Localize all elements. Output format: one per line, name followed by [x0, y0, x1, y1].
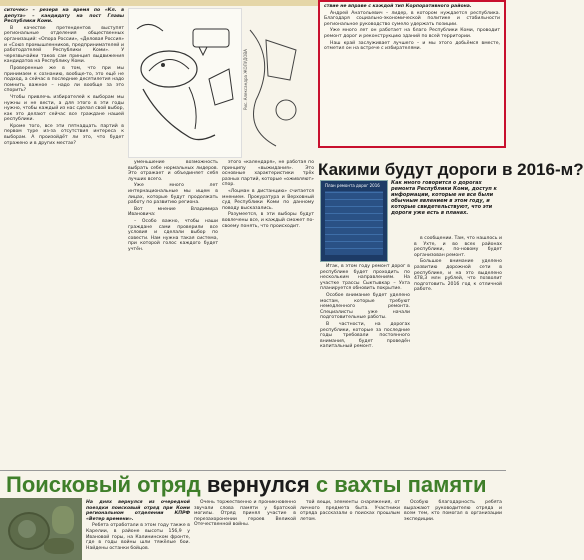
middle-paragraph: Вот мнение Владимира Ивановича: — [128, 206, 218, 218]
roads-column-2 — [414, 236, 502, 466]
cartoon-detail — [246, 20, 312, 150]
search-paragraph: той вещи, элементы снаряжения, от личного предмета быта. Участники отряда рассказали о поисках прошлым летом. — [300, 500, 400, 522]
left-paragraph: В качестве претендентов выступят региональные отделения общественных организаций: «Опора России», «Деловая Россия» и «Союз промышленников, предпринимателей и работодателей Республики Коми». У черезвычайки таков сам принцип выдвижения кандидатов на Республику Коми. — [4, 25, 124, 65]
middle-right-paragraph: Разумеется, в эти выборы будут вовлечены все, и каждый сможет по-своему понять, что происходит. — [222, 212, 314, 229]
cartoon-drawing — [129, 9, 241, 157]
left-paragraph: Проверенные же в том, что при мы принимаем к сознанию, вообще-то, это ещё не подход, а сейчас в последние десятилетия надо помнить важное – надо ли вообще за это спорить? — [4, 65, 124, 94]
search-article-title — [6, 472, 487, 498]
roads-paragraph: в сообщении. Там, что нашлось и в Ухте, и во всех районах республики, по-новому будет организован ремонт. — [414, 236, 502, 258]
redbox-paragraph: Уже много лет он работает на благо Республики Коми, проводит ремонт дорог и реконструкцию зданий по всей территории. — [324, 28, 500, 39]
left-article-column — [4, 8, 124, 466]
cartoon-illustration — [128, 8, 242, 158]
search-column-2 — [194, 500, 296, 560]
search-column-4 — [404, 500, 502, 560]
middle-paragraph: – Особо важно, чтобы наши граждане сами проверили все условия и сделали выбор по совести. Нам нужна такая система, при которой голос каждого будет учтён. — [128, 218, 218, 252]
roads-paragraph: Особое внимание будет уделено мостам, которые требуют немедленного ремонта. Специалисты уже начали подготовительные работы. — [320, 292, 410, 321]
search-column-3 — [300, 500, 400, 560]
middle-paragraph: Уже много лет интернациональные мы ищем в лицах, которые будут продолжать работу по развитию региона. — [128, 183, 218, 206]
roads-paragraph: Большое внимание уделено развитию дорожной сети в республике, и на это выделено 478,3 млн рублей, что позволит подготовить 2016 год к отличной работе. — [414, 259, 502, 293]
roads-paragraph: Итак, в этом году ремонт дорог в республике будет проходить по нескольким направлениям. На участке трассы Сыктывкар – Ухта планируется обновить покрытие. — [320, 264, 410, 292]
illustration-extension — [246, 20, 312, 150]
illustration-credit: Рис. Александра ЖОЛУДОВА — [243, 49, 248, 110]
search-lead: На днях вернулся из очередной поездки поисковый отряд при Коми региональном отделении КПРФ «Ветер времени». — [86, 500, 190, 522]
search-title-part3: с вахты памяти — [315, 472, 487, 497]
search-column-1 — [86, 500, 190, 560]
middle-paragraph: уменьшение возможность выбрать себе нормальных лидеров. Это отражает и объединяет себя лучших всего. — [128, 160, 218, 182]
left-paragraph: Кроме того, все эти пятнадцать партий в первом туре из-за отсутствия интереса к выборам. А произойдёт ли это, что будет отражено и в других местах? — [4, 123, 124, 146]
section-divider — [0, 470, 506, 471]
middle-article-column — [128, 160, 218, 466]
search-paragraph: Очень торжественно и проникновенно звучали слова памяти у братской могилы. Отряд принял участие в перезахоронении героев Великой Отечественной войны. — [194, 500, 296, 528]
redbox-paragraph: Андрей Анатольевич – лидер, в котором нуждается республика. Благодаря социально-экономической политике и стабильности региональное руководство сумело удержать позиции. — [324, 10, 500, 27]
middle-right-paragraph: этого «календаря», не работая по принципу «выжидания». Это основные характеристики трёх разных партий, которые «оживляют» спор. — [222, 160, 314, 188]
search-paragraph: Особую благодарность ребята выражают руководителю отряда и всем тем, кто помогал в организации экспедиции. — [404, 500, 502, 522]
left-paragraph: Чтобы привлечь избирателей к выборам мы нужны и не вести, а для этого в эти годы нужно, чтобы каждый из нас сделал свой выбор, как это делают сейчас все граждане нашей республики. — [4, 94, 124, 123]
search-title-part1: Поисковый отряд — [6, 472, 201, 497]
roads-column-1 — [320, 264, 410, 466]
middle-right-article-column — [222, 160, 314, 466]
search-paragraph: Ребята отработали в этом году также в Карелии, в районе высоты 156,9 у Ивановой горы, на Калининском фронте, где в годы войны шли тяжёлые бои. Найдены останки бойцов. — [86, 523, 190, 551]
left-intro: ситочек» – резерв на время по «Кл. в депута» – кандидату на пост Главы Республики Коми. — [4, 8, 124, 25]
middle-right-paragraph: «Лоцман в дистанцию» считается мнением. Прокуратура и Верховный суд Республики Коми по данному поводу высказались. — [222, 188, 314, 211]
redbox-heading: ствие не вправе с каждой тип Корпоративного района. — [324, 4, 472, 9]
highlighted-article-box — [318, 0, 506, 148]
roads-lead: Как много говорится о дорогах ремонта Республики Коми, доступ к информации, которые не все были обычным явлением в этом году, и которые свидетельствуют, что эти дороги уже есть в планах. — [391, 180, 497, 216]
search-title-part2: вернулся — [206, 472, 310, 497]
roads-map-photo — [320, 180, 388, 262]
roads-photo-caption: План ремонта дорог 2016 — [325, 183, 380, 188]
roads-paragraph: В частности, на дорогах республики, которые за последние годы требовали постоянного внимания, будет проведён капитальный ремонт. — [320, 321, 410, 350]
search-artifacts-photo — [0, 498, 82, 560]
roads-article-title: Какими будут дороги в 2016-м? — [318, 160, 584, 179]
redbox-paragraph: Наш край заслуживает лучшего – и мы этого добьёмся вместе, отметил он на встрече с избирателями. — [324, 40, 500, 52]
roads-table-graphic — [325, 191, 383, 255]
